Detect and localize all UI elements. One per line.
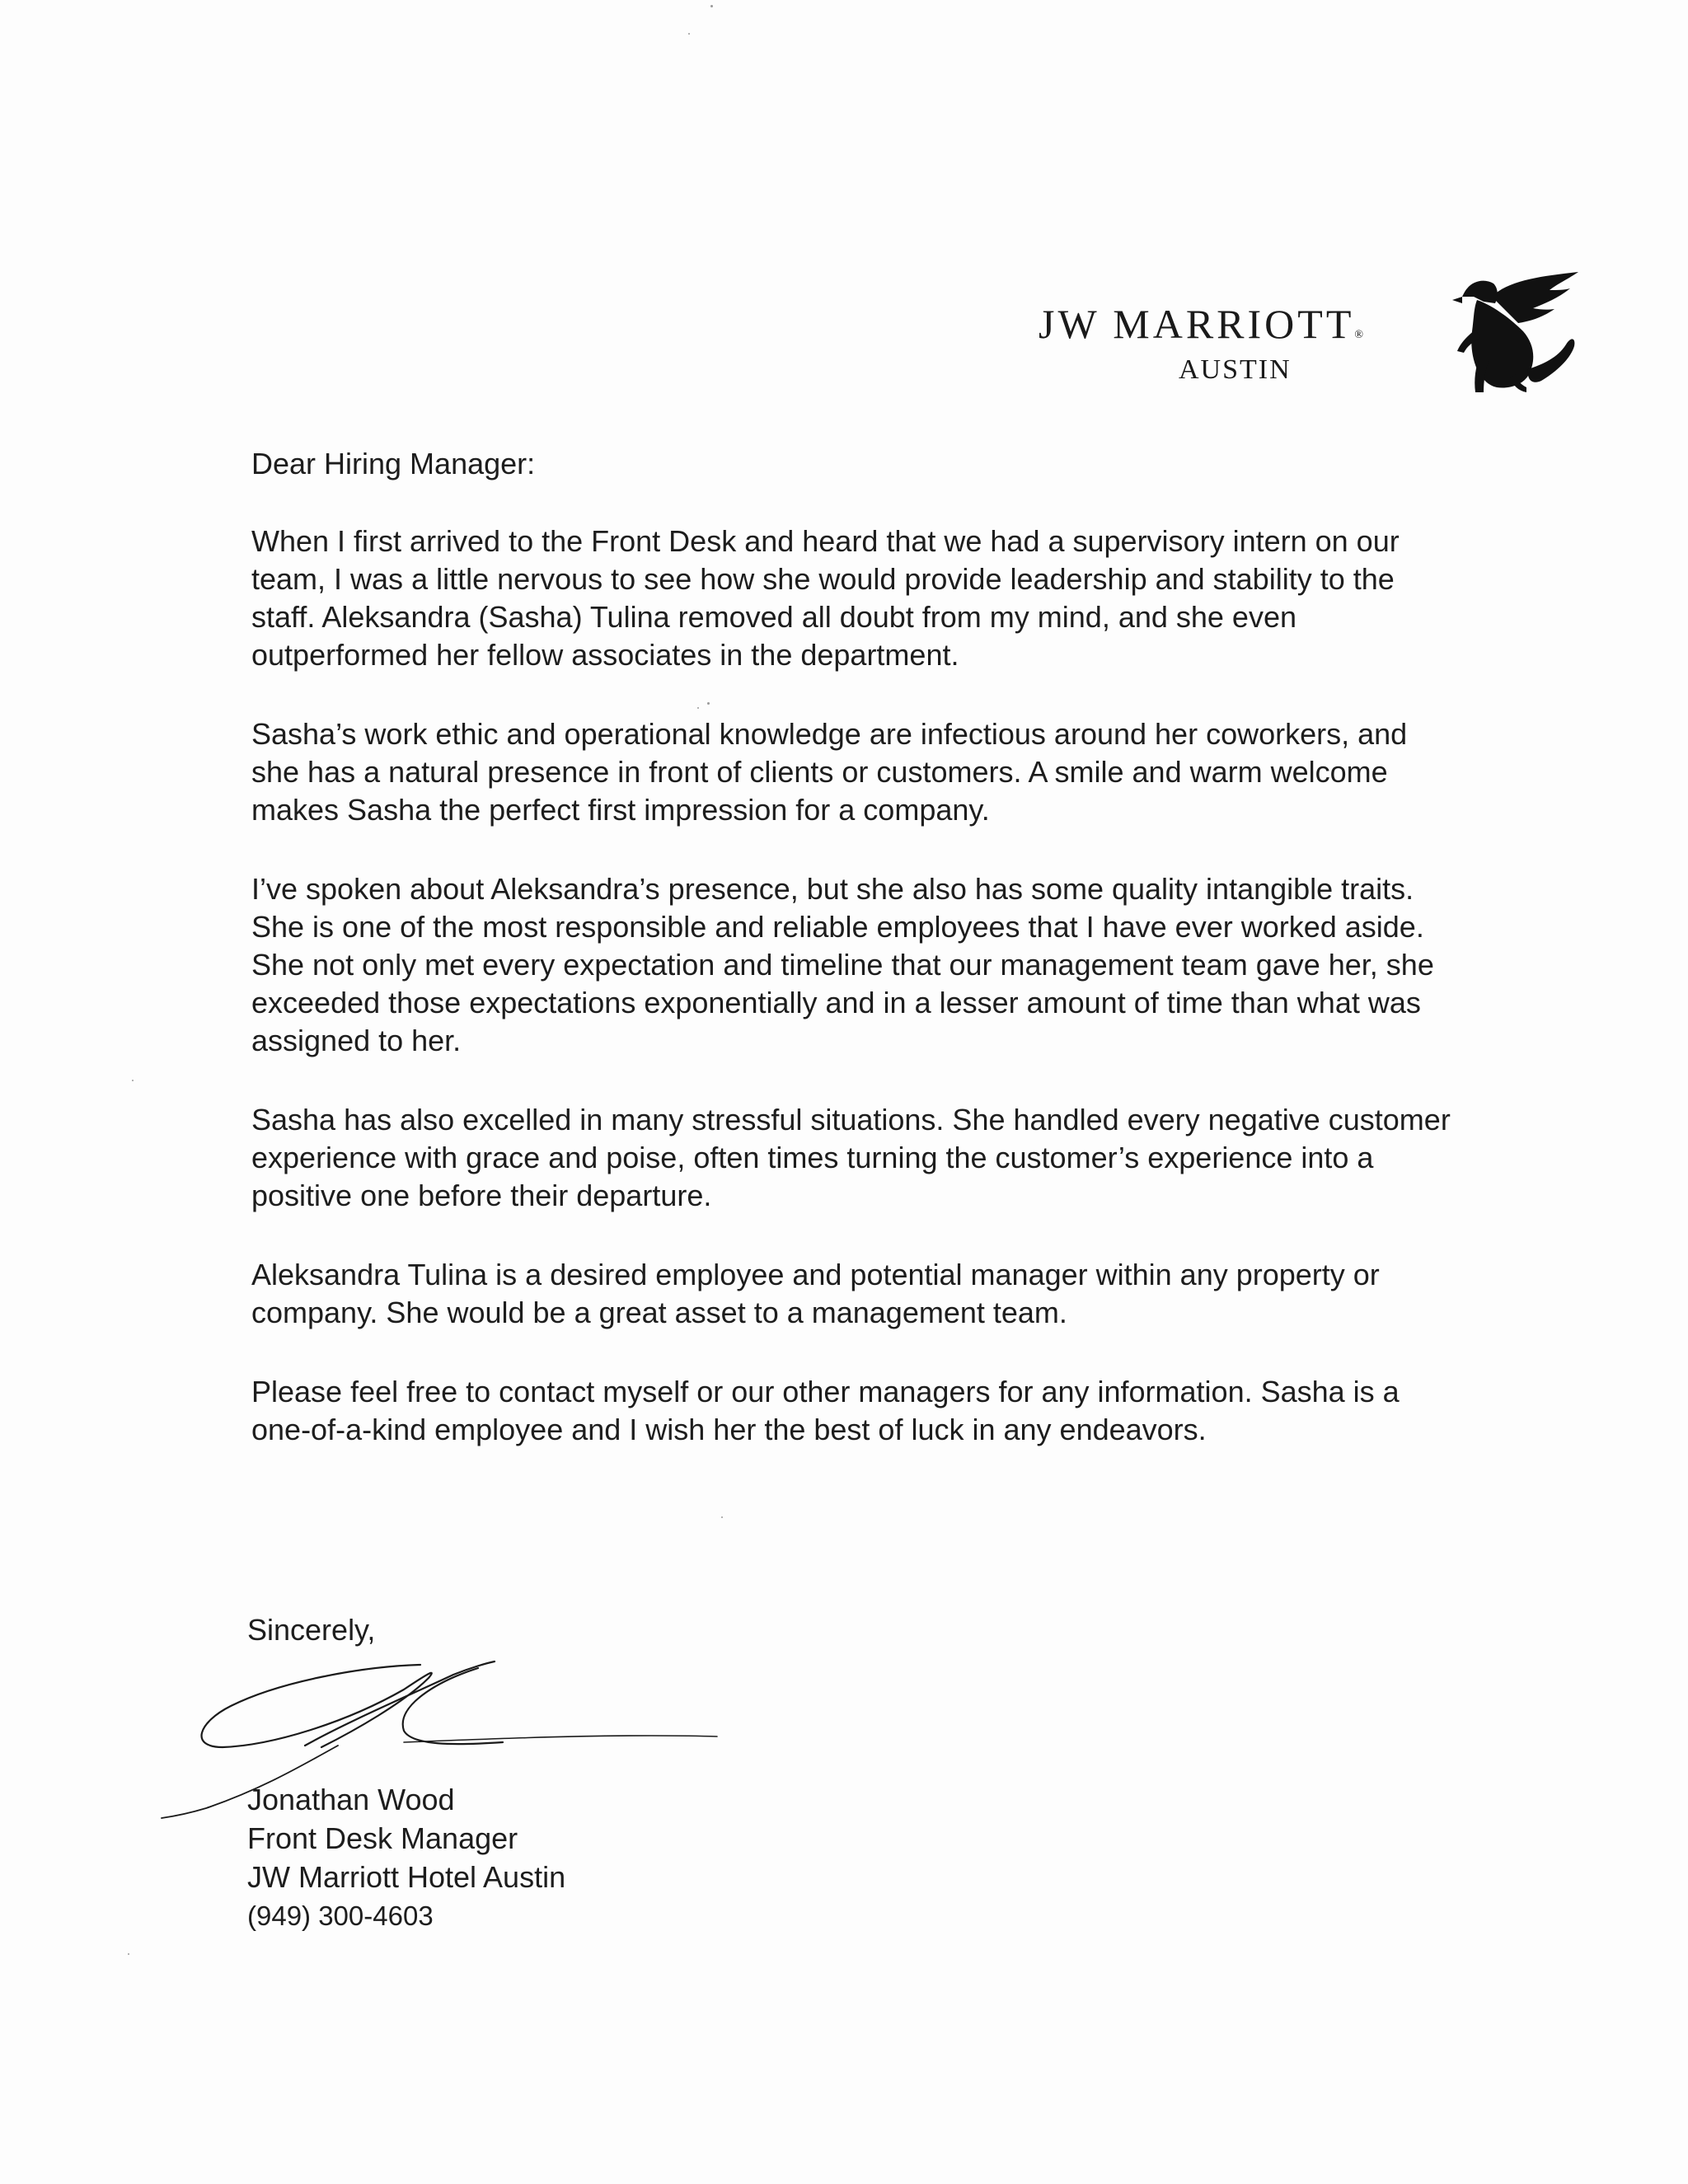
- closing: Sincerely,: [247, 1613, 376, 1647]
- paragraph: I’ve spoken about Aleksandra’s presence, but she also has some quality intangible traits. She is one of the most responsible and reliable employees that I have ever worked aside. She not only met every expectation and timeline that our management team gave her, she exceeded those expectations exponentially and in a lesser amount of time than what was assigned to her.: [251, 872, 1434, 1057]
- scan-speck: [128, 1953, 129, 1955]
- signature-block: [247, 1780, 565, 1935]
- signatory-phone: (949) 300-4603: [247, 1900, 434, 1931]
- signatory-title: Front Desk Manager: [247, 1821, 518, 1855]
- brand-name: [1039, 300, 1363, 348]
- paragraph: Please feel free to contact myself or our other managers for any information. Sasha is a one-of-a-kind employee and I wish her the best of luck in any endeavors.: [251, 1375, 1400, 1446]
- griffin-icon: [1434, 272, 1582, 396]
- paragraph: Sasha has also excelled in many stressful situations. She handled every negative customer experience with grace and poise, often times turning the customer’s experience into a positive one before their departure.: [251, 1103, 1451, 1212]
- letterhead: [1039, 272, 1582, 396]
- scan-speck: [710, 5, 713, 7]
- paragraph: Sasha’s work ethic and operational knowledge are infectious around her coworkers, and she has a natural presence in front of clients or customers. A smile and warm welcome makes Sasha the perfect first impression for a company.: [251, 717, 1408, 827]
- signatory-organization: JW Marriott Hotel Austin: [247, 1860, 566, 1894]
- letter-body: [251, 445, 1463, 1490]
- paragraph: When I first arrived to the Front Desk and heard that we had a supervisory intern on our team, I was a little nervous to see how she would provide leadership and stability to the staff. Aleksandra (Sasha) Tulina removed all doubt from my mind, and she even outperformed her fellow associates in the department.: [251, 524, 1400, 672]
- signatory-name: Jonathan Wood: [247, 1783, 455, 1816]
- paragraph: Aleksandra Tulina is a desired employee and potential manager within any property or company. She would be a great asset to a management team.: [251, 1258, 1380, 1329]
- scan-speck: [132, 1080, 134, 1081]
- registered-mark: ®: [1354, 329, 1363, 341]
- scan-speck: [688, 33, 690, 35]
- scan-speck: [721, 1516, 723, 1518]
- salutation: Dear Hiring Manager:: [251, 447, 536, 480]
- brand-city: AUSTIN: [1179, 354, 1292, 385]
- brand-wordmark: JW MARRIOTT: [1039, 301, 1355, 347]
